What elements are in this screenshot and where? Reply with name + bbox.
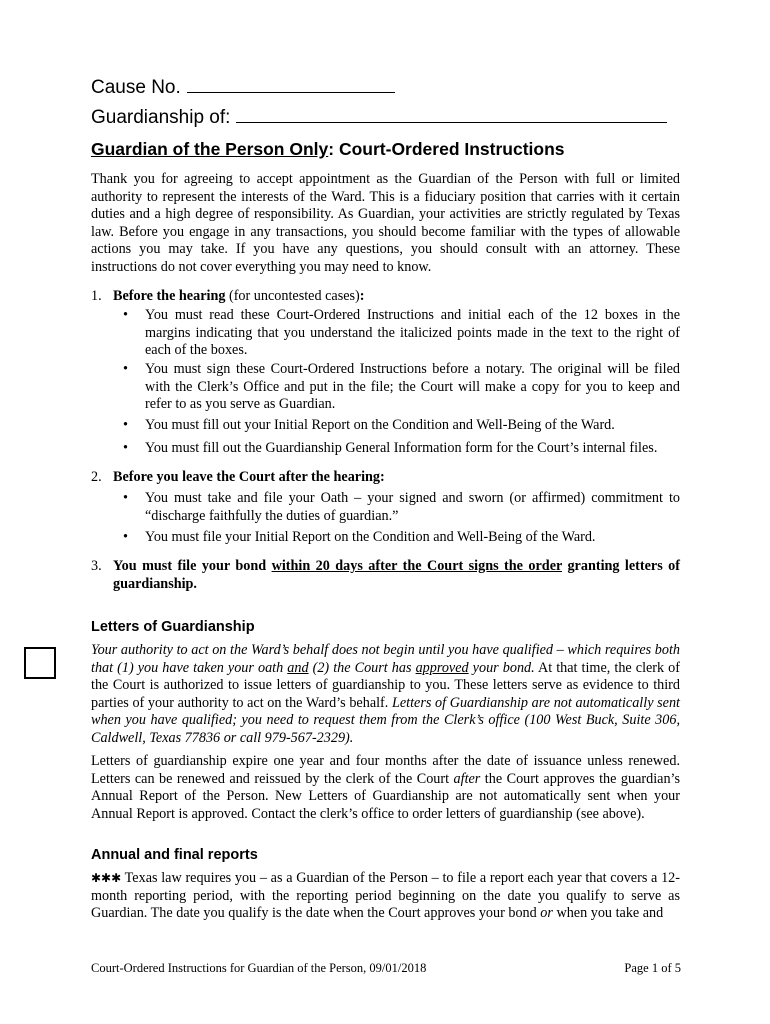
letters-paragraph-1: Your authority to act on the Ward’s behalf does not begin until you have qualified – which requires both that (1) you have taken your oath and (2) the Court has approved your bond. At that time, the clerk of the Court is authorized to issue letters of guardianship to you. These letters serve as evidence to third parties of your authority to act on the Ward’s behalf. Letters of Guardianship are not automatically sent when you have qualified; you need to request them from the Clerk’s office (100 West Buck, Suite 306, Caldwell, Texas 77836 or call 979-567-2329). [91,642,680,746]
item-3-number: 3. [91,558,102,574]
title-part1: Guardian of the Person Only [91,139,329,159]
page-title [91,139,565,160]
item-1-number: 1. [91,288,102,304]
item-1: 1. Before the hearing (for uncontested cases): [91,288,365,304]
letters-heading: Letters of Guardianship [91,619,255,635]
item-2 [91,469,680,487]
item-1-bullet-2: • You must sign these Court-Ordered Instructions before a notary. The original will be filed with the Clerk’s Office and put in the file; the Court will make a copy for you to keep and refer to as you serve as Guardian. [123,361,680,413]
item-2-number: 2. [91,469,102,485]
title-part2: : Court-Ordered Instructions [328,139,565,159]
star-marks-icon: ✱✱✱ [91,871,122,885]
footer-left: Court-Ordered Instructions for Guardian of the Person, 09/01/2018 [91,961,427,975]
item-1-note: (for uncontested cases) [225,288,360,304]
item-2-bullet-2: • You must file your Initial Report on the Condition and Well-Being of the Ward. [123,529,596,545]
item-3: 3. You must file your bond within 20 days after the Court signs the order granting letters of guardianship. [91,558,680,592]
item-1-heading: Before the hearing [113,288,226,304]
page-number: Page 1 of 5 [624,961,681,975]
annual-reports-paragraph: ✱✱✱ Texas law requires you – as a Guardian of the Person – to file a report each year that covers a 12-month reporting period, with the reporting period beginning on the date you qualify to serve as Guardian. The date you qualify is the date when the Court approves your bond or when you take and [91,870,680,922]
item-1-bullet-1: • You must read these Court-Ordered Instructions and initial each of the 12 boxes in the margins indicating that you understand the italicized points made in the text to the right of each of the boxes. [123,307,680,359]
cause-number-label: Cause No. [91,77,181,98]
cause-number-field[interactable] [187,74,395,93]
cause-number-line [91,74,395,99]
intro-paragraph: Thank you for agreeing to accept appointment as the Guardian of the Person with full or limited authority to represent the interests of the Ward. This is a fiduciary position that carries with it certain duties and a high degree of responsibility. As Guardian, your activities are strictly regulated by Texas law. Before you engage in any transactions, you should become familiar with the types of allowable actions you may take. If you have any questions, you should consult with an attorney. These instructions do not cover everything you may need to know. [91,171,680,275]
letters-paragraph-2: Letters of guardianship expire one year and four months after the date of issuance unless renewed. Letters can be renewed and reissued by the clerk of the Court after the Court approves the guardian’s Annual Report of the Person. New Letters of Guardianship are not automatically sent when your Annual Report is approved. Contact the clerk’s office to order letters of guardianship (see above). [91,753,680,822]
item-2-heading: Before you leave the Court after the hearing: [113,469,385,485]
guardianship-of-field[interactable] [236,104,667,123]
guardianship-of-label: Guardianship of: [91,107,231,128]
annual-reports-heading: Annual and final reports [91,847,258,863]
initial-checkbox[interactable] [24,647,56,679]
item-1-bullet-4: • You must fill out the Guardianship General Information form for the Court’s internal files. [123,440,658,456]
guardianship-of-line [91,104,667,129]
item-1-bullet-3: • You must fill out your Initial Report on the Condition and Well-Being of the Ward. [123,417,615,433]
item-2-bullet-1: • You must take and file your Oath – your signed and sworn (or affirmed) commitment to “discharge faithfully the duties of guardian.” [123,490,680,524]
